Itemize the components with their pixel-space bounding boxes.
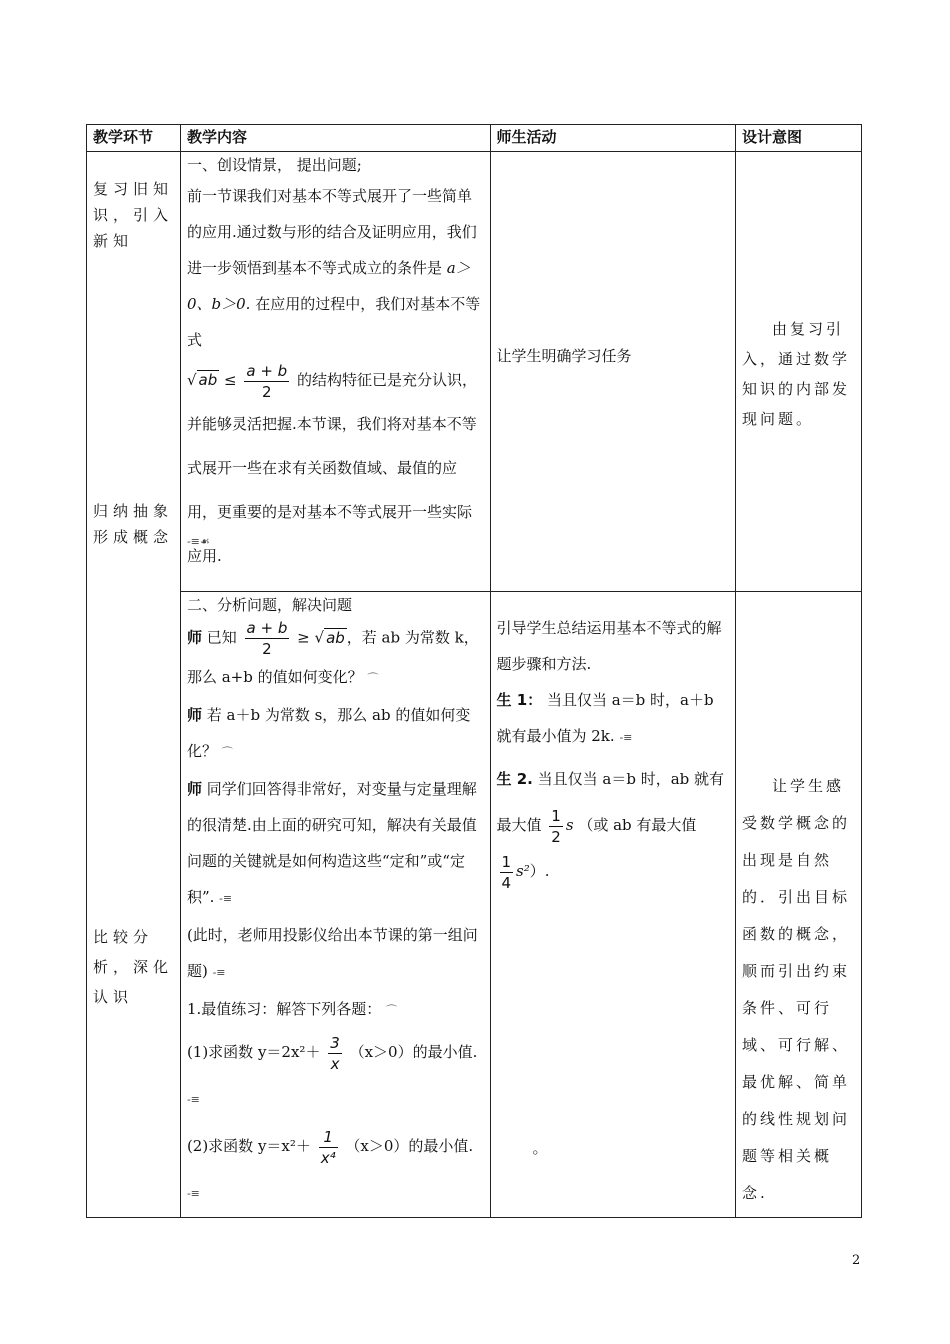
- teacher-question-2: 师 若 a＋b 为常数 s，那么 ab 的值如何变化？ ⌒: [186, 706, 471, 760]
- student-answer-2: 生 2. 当且仅当 a＝b 时，ab 就有最大值 $\frac{1}{2}$ s （或 ab 有最大值 $\frac{1}{4}$ s²）.: [496, 770, 725, 892]
- content-text: 在应用的过程中，我们对基本不等式: [186, 295, 481, 349]
- trailing-dot: 。: [532, 1139, 548, 1157]
- stage-compare: 比较分析，深化认识: [93, 927, 174, 1006]
- activity-intro: 引导学生总结运用基本不等式的解题步骤和方法.: [496, 619, 722, 673]
- activity-cell: [490, 592, 736, 1218]
- leq-sign: ≤: [224, 371, 237, 389]
- header-content: 教学内容: [180, 125, 490, 152]
- sqrt-expression: √ ab: [314, 628, 345, 647]
- section-title: 一、创设情景， 提出问题;: [186, 156, 362, 174]
- fraction: $\frac{1}{4}$: [501, 852, 512, 892]
- stage-cell: [87, 152, 181, 592]
- fraction: $\frac{3}{x}$: [330, 1033, 340, 1073]
- lesson-plan-table: [86, 124, 862, 1218]
- fraction: $\frac{1}{\text{x⁴}}$: [320, 1127, 336, 1167]
- header-intent: 设计意图: [736, 125, 862, 152]
- exercise-title: 1.最值练习：解答下列各题： ⌒: [186, 1000, 398, 1018]
- exercise-1: (1)求函数 y＝2x²＋ $\frac{3}{x}$ （x＞0）的最小值. -≡: [186, 1033, 478, 1106]
- content-cell: [180, 592, 490, 1218]
- table-header-row: [87, 125, 862, 152]
- sqrt-expression: √ ab: [186, 371, 218, 389]
- intent-cell: [736, 152, 862, 592]
- fraction: $\frac{a + b}{2}$: [246, 619, 288, 658]
- condition-text: a＞0、b＞0.: [186, 259, 471, 313]
- fraction: $\frac{1}{2}$: [551, 806, 561, 846]
- header-stage: 教学环节: [87, 125, 181, 152]
- inequality-formula: [186, 358, 484, 565]
- content-text: 前一节课我们对基本不等式展开了一些简单的应用.通过数与形的结合及证明应用，我们进一步领悟到基本不等式成立的条件是: [186, 187, 477, 277]
- content-cell: [180, 152, 490, 592]
- intent-text: 让学生感受数学概念的出现是自然的．引出目标函数的概念，顺而引出约束条件、可行域、可行解、最优解、简单的线性规划问题等相关概念.: [742, 777, 851, 1202]
- section-title: 二、分析问题，解决问题: [186, 596, 352, 614]
- projector-note: (此时，老师用投影仪给出本节课的第一组问题) -≡: [186, 926, 478, 980]
- content-text: 的结构特征已是充分认识，并能够灵活把握.本节课，我们将对基本不等式展开一些在求有关函数值域、最值的应用，更重要的是对基本不等式展开一些实际应用.: [186, 371, 477, 565]
- exercise-2: (2)求函数 y＝x²＋ $\frac{1}{\text{x⁴}}$ （x＞0）的最小值. -≡: [186, 1127, 474, 1200]
- table-row: [87, 152, 862, 592]
- teacher-question-1: 师 已知 $\frac{a + b}{2}$ ≥ √ ab ，若 ab 为常数 k，那么 a+b 的值如何变化？ ⌒: [186, 619, 479, 686]
- page-number: 2: [852, 1253, 861, 1268]
- activity-text: 让学生明确学习任务: [496, 347, 632, 365]
- fraction: $\frac{a + b}{2}$: [246, 361, 288, 401]
- activity-cell: [490, 152, 736, 592]
- intent-cell: [736, 592, 862, 1218]
- paragraph-mark: -≡☙: [186, 535, 210, 548]
- table-row: [87, 592, 862, 1218]
- content-paragraph: [186, 178, 484, 565]
- intent-text: 由复习引入，通过数学知识的内部发现问题。: [742, 320, 851, 428]
- stage-cell: [87, 592, 181, 1218]
- header-activity: 师生活动: [490, 125, 736, 152]
- teacher-remark: 师 同学们回答得非常好，对变量与定量理解的很清楚.由上面的研究可知，解决有关最值问题的关键就是如何构造这些“定和”或“定积”. -≡: [186, 780, 477, 906]
- student-answer-1: 生 1： 当且仅当 a＝b 时，a＋b 就有最小值为 2k. -≡: [496, 691, 714, 745]
- stage-abstract: 归纳抽象形成概念: [93, 502, 174, 546]
- stage-review: 复习旧知识，引入新知: [93, 180, 174, 250]
